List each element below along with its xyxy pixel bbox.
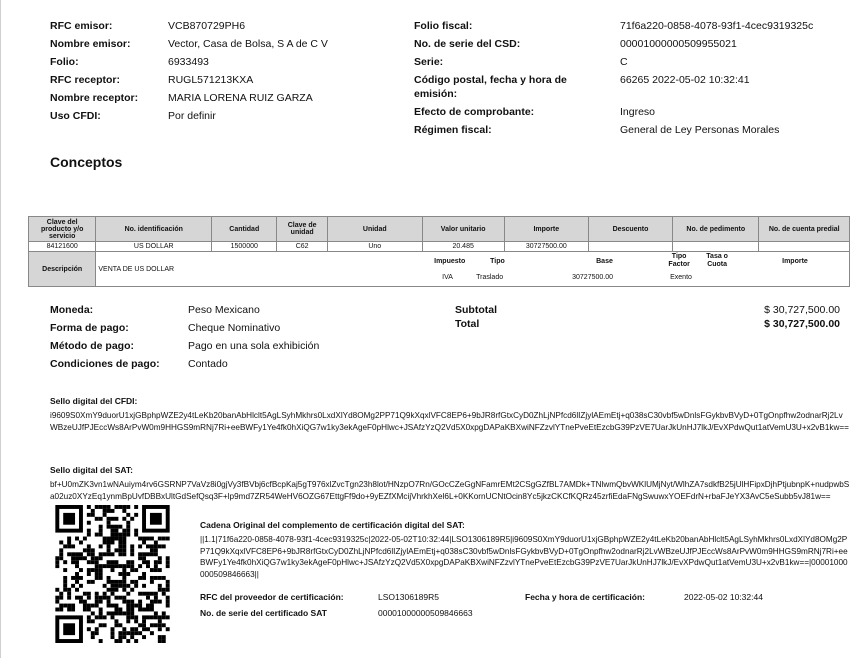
total-value: $ 30,727,500.00: [764, 318, 840, 330]
serie-certificado-value: 00001000000509846663: [378, 608, 473, 618]
cell-clave-producto: 84121600: [29, 242, 96, 252]
tax-block: [422, 252, 849, 287]
sello-sat-title: Sello digital del SAT:: [50, 465, 133, 475]
th-no-identificacion: No. identificación: [96, 217, 212, 242]
description-row: [29, 252, 850, 287]
forma-pago-value: Cheque Nominativo: [188, 322, 281, 334]
rfc-receptor-label: RFC receptor:: [50, 74, 121, 86]
folio-fiscal-label: Folio fiscal:: [414, 20, 473, 32]
serie-csd-value: 00001000000509955021: [620, 38, 737, 50]
subtotal-label: Subtotal: [455, 304, 497, 316]
tax-h-importe: Importe: [782, 258, 808, 265]
table-row: [29, 242, 850, 252]
nombre-receptor-label: Nombre receptor:: [50, 92, 139, 104]
rfc-emisor-label: RFC emisor:: [50, 20, 113, 32]
th-valor-unitario: Valor unitario: [422, 217, 504, 242]
page-left-border: [0, 0, 1, 658]
rfc-proveedor-value: LSO1306189R5: [378, 592, 439, 602]
cadena-title: Cadena Original del complemento de certificación digital del SAT:: [200, 520, 465, 530]
fecha-certificacion-label: Fecha y hora de certificación:: [525, 592, 645, 602]
efecto-value: Ingreso: [620, 106, 656, 118]
efecto-label: Efecto de comprobante:: [414, 106, 535, 118]
regimen-value: General de Ley Personas Morales: [620, 124, 780, 136]
cell-unidad: Uno: [327, 242, 422, 252]
th-importe: Importe: [504, 217, 588, 242]
descripcion-label: Descripción: [29, 252, 96, 287]
cp-fecha-label-2: emisión:: [414, 88, 458, 100]
uso-cfdi-label: Uso CFDI:: [50, 110, 101, 122]
tax-h-impuesto: Impuesto: [434, 258, 466, 265]
serie-csd-label: No. de serie del CSD:: [414, 38, 521, 50]
nombre-emisor-label: Nombre emisor:: [50, 38, 131, 50]
cadena-value: ||1.1|71f6a220-0858-4078-93f1-4cec9319325c|2022-05-02T10:32:44|LSO1306189R5|i9609S0XmY9duorU1xjGBphpWZE2y4tLeKb20banAbHlclt5AgLSyhMkhrs0LxdXlYd8OMg2PP71Q9kXqxlVFC8EP6+9bJR8rfGtxCyD0ZhLjNPfcd6lIZjylAEmEtj+q038sC30vbf5wDnlsFGykbvBVyD+0TgOnpfhw2odnarRj2LvWBzeUJfPJEccWs8ArPvW0m9HHGS9mRNj7Ri+eeBWFy1Ye4fk0hXiQG7w1ky3ekAgeF0pHlwc+JSAfzYzQ2Vd5X0xpgDAPaKBXwiNFZzvlYTnePveEtEzcbG39PzVE7UarJkUnHJ7lkJ/EvXPdwQut1atVemU3U+x2vB1kw==|00001000000509846663||: [200, 535, 848, 579]
tax-h-base: Base: [596, 258, 613, 265]
cp-fecha-value: 66265 2022-05-02 10:32:41: [620, 74, 750, 86]
sello-sat-value: bf+U0mZK3vn1wNAuiym4rv6GSRNP7VaVz8i0gjVy3fBVbj6cfBcpKaj5gT976xlZvcTgn23h8lot/HNzpO7Rn/GOcCZeGgNFamrEMt2CSgGZfBL7AMDk+TNlwmQbvWKlUMjNyt/WlhZA7sdkfB25jUlHFipxDjhPtjubnpK+nudpwbSa02uz0XYzEq1ynmBpUvfDBBxUltGdSefQsq3F+lp9md7ZR54WeHV6OZG67EttgFf9do+9yEZfXMcijVhrkhXel6L+0KKornUCNtOcin8Yc5jkzCKCfKQRz45zrfiEdaFNgSwuwxYOEFdrN+rbaFJeYX3AvC5eSubb5vJ81w==: [50, 480, 850, 501]
nombre-receptor-value: MARIA LORENA RUIZ GARZA: [168, 92, 313, 104]
condiciones-value: Contado: [188, 358, 228, 370]
rfc-receptor-value: RUGL571213KXA: [168, 74, 254, 86]
nombre-emisor-value: Vector, Casa de Bolsa, S A de C V: [168, 38, 328, 50]
forma-pago-label: Forma de pago:: [50, 322, 129, 334]
conceptos-header-row: [29, 217, 850, 242]
tax-tipo: Traslado: [476, 274, 504, 281]
tax-impuesto: IVA: [442, 274, 453, 281]
th-no-pedimento: No. de pedimento: [673, 217, 759, 242]
cell-clave-unidad: C62: [277, 242, 328, 252]
uso-cfdi-value: Por definir: [168, 110, 216, 122]
tax-tipo-factor: Exento: [670, 274, 692, 281]
cell-cantidad: 1500000: [212, 242, 277, 252]
moneda-label: Moneda:: [50, 304, 94, 316]
regimen-label: Régimen fiscal:: [414, 124, 492, 136]
subtotal-value: $ 30,727,500.00: [764, 304, 840, 316]
tax-block-inner: [422, 252, 849, 286]
cell-cuenta-predial: [759, 242, 850, 252]
metodo-pago-value: Pago en una sola exhibición: [188, 340, 320, 352]
th-unidad: Unidad: [327, 217, 422, 242]
serie-certificado-label: No. de serie del certificado SAT: [200, 608, 327, 618]
tax-h-tasa-cuota: Tasa o Cuota: [706, 253, 728, 268]
sello-cfdi-title: Sello digital del CFDI:: [50, 396, 138, 406]
th-cantidad: Cantidad: [212, 217, 277, 242]
cell-importe: 30727500.00: [504, 242, 588, 252]
folio-fiscal-value: 71f6a220-0858-4078-93f1-4cec9319325c: [620, 20, 814, 32]
sello-cfdi-value: i9609S0XmY9duorU1xjGBphpWZE2y4tLeKb20banAbHlclt5AgLSyhMkhrs0LxdXlYd8OMg2PP71Q9kXqxlVFC8EP6+9bJR8rfGtxCyD0ZhLjNPfcd6lIZjylAEmEtj+q038sC30vbf5wDnlsFGykbvBVyD+0TgOnpfhw2odnarRj2LvWBzeUJfPJEccWs8ArPvW0m9HHGS9mRNj7Ri+eeBWFy1Ye4fk0hXiQG7w1ky3ekAgeF0pHlwc+JSAfzYzQ2Vd5X0xpgDAPaKBXwiNFZzvlYTnePveEtEzcbG39PzVE7UarJkUnHJ7lkJ/EvXPdwQut1atVemU3U+x2vB1kw==: [50, 411, 849, 432]
qr-code-icon: [55, 505, 170, 643]
th-cuenta-predial: No. de cuenta predial: [759, 217, 850, 242]
metodo-pago-label: Método de pago:: [50, 340, 134, 352]
cp-fecha-label: Código postal, fecha y hora de: [414, 74, 567, 86]
tax-h-tipo: Tipo: [490, 258, 505, 265]
conceptos-title: Conceptos: [50, 154, 123, 170]
total-label: Total: [455, 318, 480, 330]
folio-value: 6933493: [168, 56, 209, 68]
conceptos-table: [28, 216, 850, 287]
cell-valor-unitario: 20.485: [422, 242, 504, 252]
rfc-proveedor-label: RFC del proveedor de certificación:: [200, 592, 344, 602]
serie-value: C: [620, 56, 628, 68]
cell-no-identificacion: US DOLLAR: [96, 242, 212, 252]
serie-label: Serie:: [414, 56, 444, 68]
folio-label: Folio:: [50, 56, 79, 68]
tax-h-tipo-factor: Tipo Factor: [668, 253, 690, 268]
cell-no-pedimento: [673, 242, 759, 252]
th-descuento: Descuento: [588, 217, 672, 242]
descripcion-value: VENTA DE US DOLLAR: [96, 252, 422, 287]
rfc-emisor-value: VCB870729PH6: [168, 20, 246, 32]
th-clave-producto: Clave del producto y/o servicio: [29, 217, 96, 242]
tax-base: 30727500.00: [572, 274, 614, 281]
condiciones-label: Condiciones de pago:: [50, 358, 160, 370]
moneda-value: Peso Mexicano: [188, 304, 260, 316]
cell-descuento: [588, 242, 672, 252]
fecha-certificacion-value: 2022-05-02 10:32:44: [684, 592, 763, 602]
th-clave-unidad: Clave de unidad: [277, 217, 328, 242]
